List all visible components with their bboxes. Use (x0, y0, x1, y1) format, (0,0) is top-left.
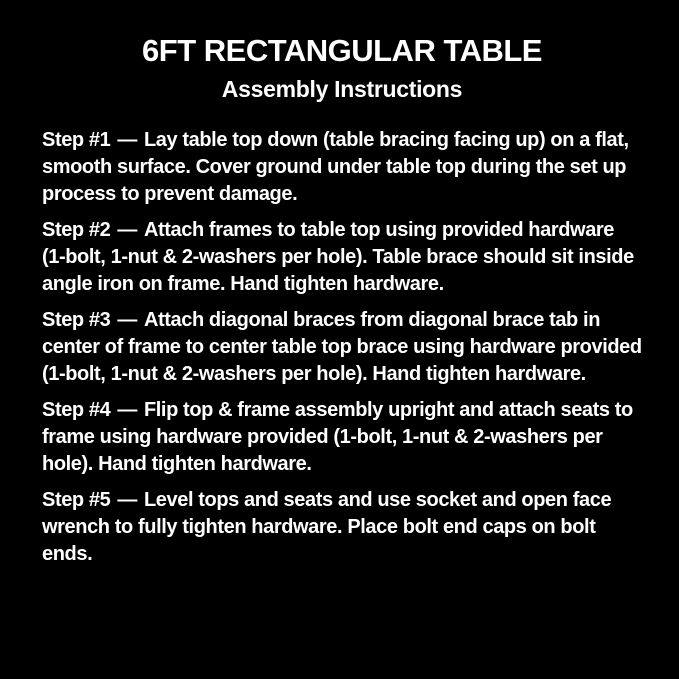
step-1 (42, 127, 642, 208)
step-3-dash: — (117, 309, 137, 331)
step-4-text: Flip top & frame assembly upright and attach seats to frame using hardware provided (1-bolt, 1-nut & 2-washers per hole). Hand tighten hardware. (42, 399, 633, 475)
step-5-dash: — (117, 489, 137, 511)
step-2-label: Step #2 (42, 219, 111, 241)
step-5-text: Level tops and seats and use socket and open face wrench to fully tighten hardware. Place bolt end caps on bolt ends. (42, 489, 612, 565)
header (42, 33, 642, 103)
steps-list (42, 127, 642, 568)
step-5 (42, 487, 642, 568)
step-4-label: Step #4 (42, 399, 111, 421)
page-subtitle: Assembly Instructions (221, 76, 463, 102)
step-1-label: Step #1 (42, 129, 111, 151)
step-4 (42, 397, 642, 478)
step-2-dash: — (117, 219, 137, 241)
page-title: 6FT RECTANGULAR TABLE (142, 33, 542, 68)
step-2 (42, 217, 642, 298)
step-5-label: Step #5 (42, 489, 111, 511)
step-3-text: Attach diagonal braces from diagonal brace tab in center of frame to center table top brace using hardware provided (1-bolt, 1-nut & 2-washers per hole). Hand tighten hardware. (42, 309, 642, 385)
step-3 (42, 307, 642, 388)
step-1-text: Lay table top down (table bracing facing up) on a flat, smooth surface. Cover ground under table top during the set up process to prevent damage. (42, 129, 629, 205)
step-1-dash: — (117, 129, 137, 151)
step-3-label: Step #3 (42, 309, 111, 331)
step-4-dash: — (117, 399, 137, 421)
step-2-text: Attach frames to table top using provided hardware (1-bolt, 1-nut & 2-washers per hole). Table brace should sit inside angle iron on frame. Hand tighten hardware. (42, 219, 634, 295)
